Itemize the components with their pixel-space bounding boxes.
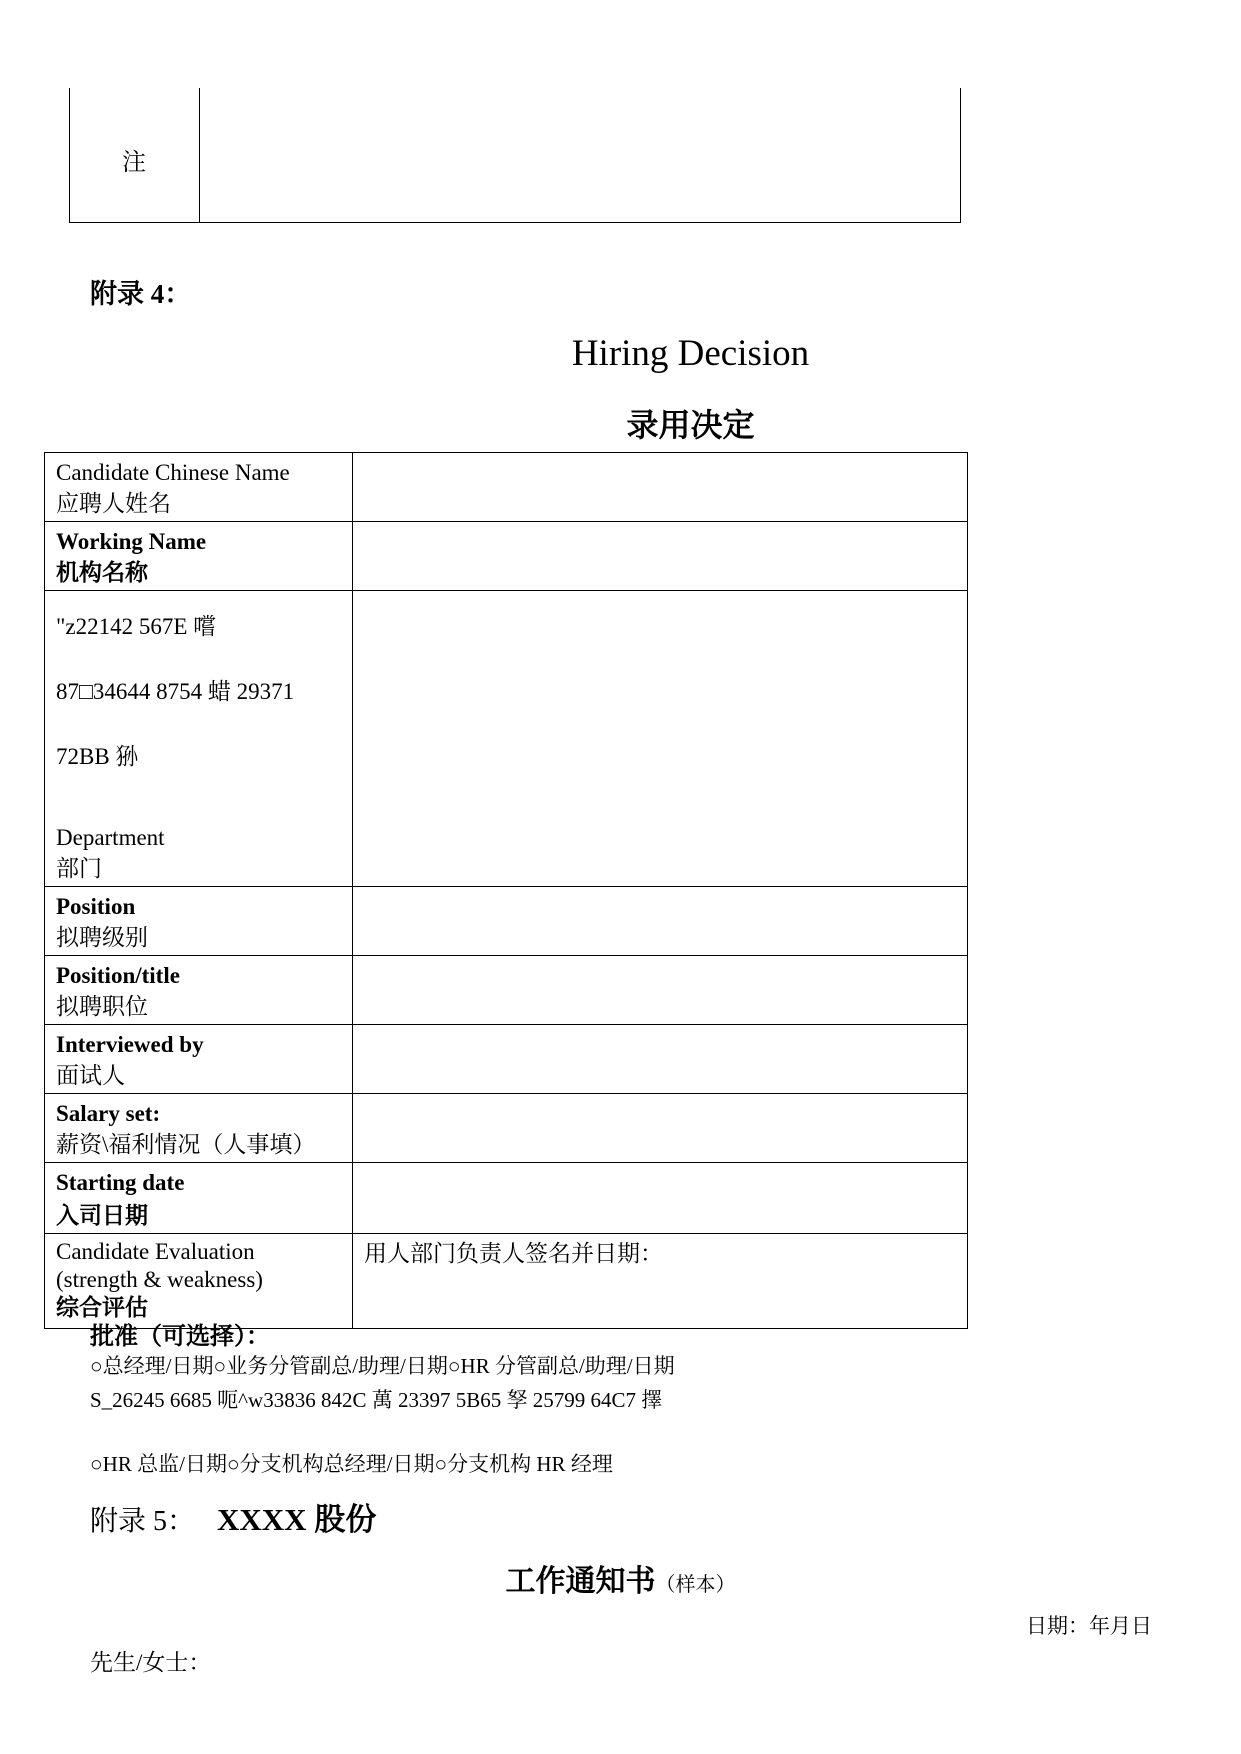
form-row-starting-date bbox=[45, 1163, 968, 1234]
field-label: "z22142 567E 嚐 87□34644 8754 蜡 29371 72BB 狲 Department 部门 bbox=[45, 591, 353, 887]
working-name-field[interactable] bbox=[353, 522, 968, 591]
hiring-decision-form bbox=[44, 452, 968, 1329]
field-label: Candidate Evaluation (strength & weakness) 综合评估 bbox=[45, 1234, 353, 1329]
appendix-4-label: 附录 4： bbox=[90, 279, 192, 309]
approval-options-line2: ○HR 总监/日期○分支机构总经理/日期○分支机构 HR 经理 bbox=[90, 1452, 613, 1476]
form-row-working-name bbox=[45, 522, 968, 591]
approval-garbled-line: S_26245 6685 呃^w33836 842C 萬 23397 5B65 孥 25799 64C7 擇 bbox=[90, 1388, 663, 1412]
department-field[interactable] bbox=[353, 591, 968, 887]
field-label: Position/title 拟聘职位 bbox=[45, 956, 353, 1025]
work-notice-title: 工作通知书（样本） bbox=[505, 1565, 736, 1598]
date-line: 日期：年月日 bbox=[1026, 1614, 1152, 1638]
starting-date-field[interactable] bbox=[353, 1163, 968, 1234]
interviewer-field[interactable] bbox=[353, 1025, 968, 1094]
form-row-position bbox=[45, 887, 968, 956]
signature-prompt: 用人部门负责人签名并日期： bbox=[364, 1241, 663, 1266]
evaluation-field[interactable] bbox=[353, 1234, 968, 1329]
table-divider bbox=[199, 88, 200, 222]
salutation: 先生/女士： bbox=[90, 1650, 212, 1675]
previous-table-fragment bbox=[69, 88, 961, 223]
field-label: Position 拟聘级别 bbox=[45, 887, 353, 956]
form-row-interviewed-by bbox=[45, 1025, 968, 1094]
title-english: Hiring Decision bbox=[571, 333, 810, 374]
company-name: XXXX 股份 bbox=[217, 1502, 377, 1537]
field-label: Salary set: 薪资\福利情况（人事填） bbox=[45, 1094, 353, 1163]
note-label: 注 bbox=[122, 150, 146, 176]
approval-title: 批准（可选择）： bbox=[90, 1324, 270, 1350]
form-row-candidate-name bbox=[45, 453, 968, 522]
appendix-5-heading: 附录 5： XXXX 股份 bbox=[90, 1502, 377, 1537]
garbled-text: 87□34644 8754 蜡 29371 bbox=[56, 679, 295, 704]
form-row-position-title bbox=[45, 956, 968, 1025]
title-chinese: 录用决定 bbox=[626, 407, 755, 443]
salary-field[interactable] bbox=[353, 1094, 968, 1163]
form-row-evaluation bbox=[45, 1234, 968, 1329]
candidate-name-field[interactable] bbox=[353, 453, 968, 522]
form-row-salary bbox=[45, 1094, 968, 1163]
field-label: Working Name 机构名称 bbox=[45, 522, 353, 591]
field-label: Interviewed by 面试人 bbox=[45, 1025, 353, 1094]
garbled-text: 72BB 狲 bbox=[56, 744, 139, 769]
approval-options-line1: ○总经理/日期○业务分管副总/助理/日期○HR 分管副总/助理/日期 bbox=[90, 1354, 675, 1378]
form-row-department bbox=[45, 591, 968, 887]
garbled-text: "z22142 567E 嚐 bbox=[56, 614, 217, 639]
field-label: Candidate Chinese Name 应聘人姓名 bbox=[45, 453, 353, 522]
field-label: Starting date 入司日期 bbox=[45, 1163, 353, 1234]
position-level-field[interactable] bbox=[353, 887, 968, 956]
position-title-field[interactable] bbox=[353, 956, 968, 1025]
